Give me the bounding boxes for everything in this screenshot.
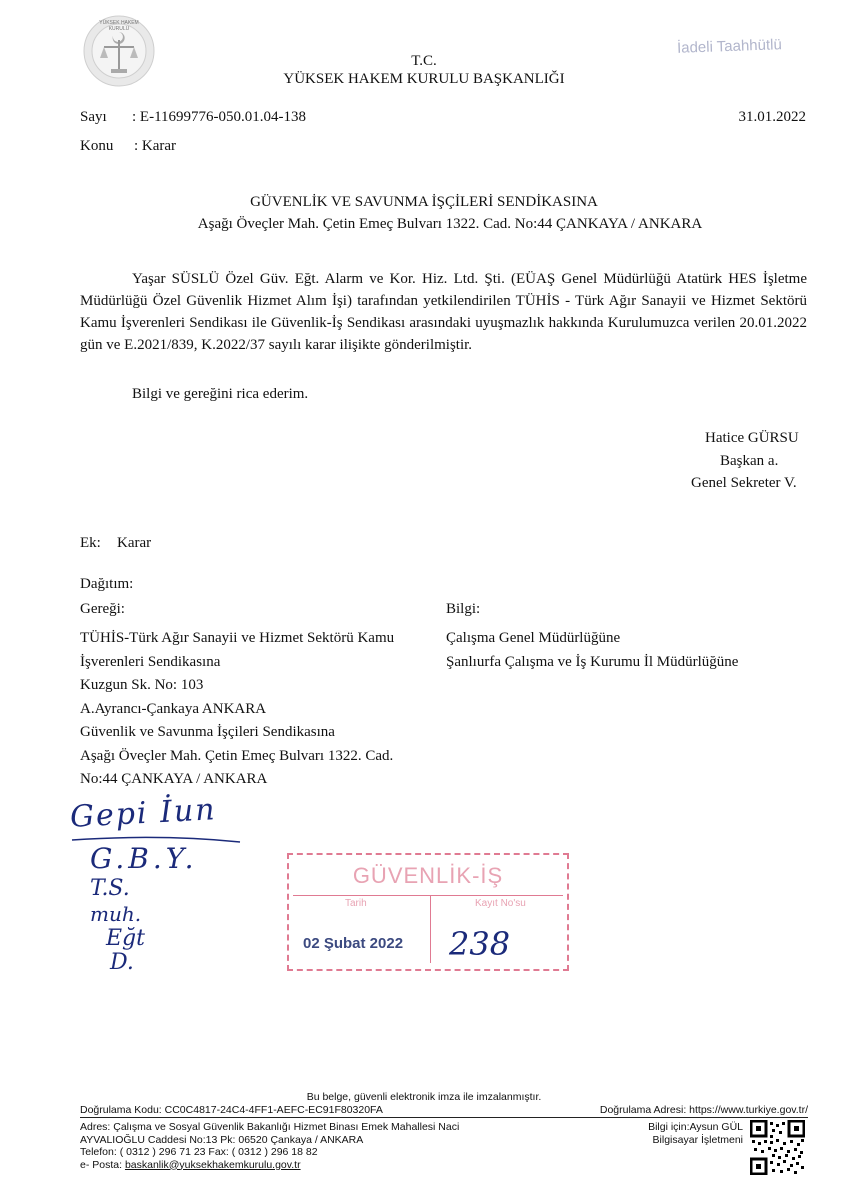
stamp-date-label: Tarih: [345, 898, 367, 909]
verification-address-row: [600, 1104, 808, 1116]
list-item: İşverenleri Sendikasına: [80, 653, 221, 670]
list-item: TÜHİS-Türk Ağır Sanayii ve Hizmet Sektörü Kamu: [80, 630, 395, 646]
handwritten-line: Gepi İun: [69, 792, 218, 835]
signatory-title-1: Başkan a.: [720, 453, 779, 469]
signatory-title-2: Genel Sekreter V.: [691, 475, 797, 491]
footer-divider: [80, 1117, 808, 1118]
qr-code-icon: [750, 1120, 805, 1175]
stamp-org-name: GÜVENLİK-İŞ: [352, 863, 504, 888]
list-item: Çalışma Genel Müdürlüğüne: [446, 630, 621, 646]
handwritten-line: G.B.Y.: [90, 842, 198, 875]
handwritten-line: Eğt: [106, 926, 145, 951]
received-stamp: [287, 853, 569, 971]
action-recipients-list: [80, 627, 394, 792]
attachment-label: Ek:: [80, 535, 101, 551]
email-label: e- Posta:: [80, 1158, 123, 1171]
country-title: T.C.: [411, 53, 437, 69]
body-closing: Bilgi ve gereğini rica ederim.: [132, 386, 309, 402]
signatory-name: Hatice GÜRSU: [705, 430, 799, 446]
verification-address-link[interactable]: https://www.turkiye.gov.tr/: [689, 1104, 808, 1116]
address-block: [80, 1121, 459, 1171]
verification-code-row: [80, 1104, 383, 1116]
stamp-number-label: Kayıt No'su: [475, 898, 526, 909]
phone-line: Telefon: ( 0312 ) 296 71 23 Fax: ( 0312 ) 296 18 82: [80, 1146, 318, 1158]
handwritten-note: [70, 790, 250, 990]
list-item: No:44 ÇANKAYA / ANKARA: [80, 771, 268, 787]
recipient-address: Aşağı Öveçler Mah. Çetin Emeç Bulvarı 1322. Cad. No:44 ÇANKAYA / ANKARA: [197, 216, 703, 232]
verification-code-label: Doğrulama Kodu:: [80, 1104, 162, 1116]
contact-info: [648, 1121, 743, 1146]
contact-role: Bilgisayar İşletmeni: [652, 1133, 743, 1146]
email-row: [80, 1159, 459, 1172]
qr-code-graphic: [750, 1120, 805, 1175]
list-item: Aşağı Öveçler Mah. Çetin Emeç Bulvarı 1322. Cad.: [80, 747, 394, 764]
address-line: Adres: Çalışma ve Sosyal Güvenlik Bakanlığı Hizmet Binası Emek Mahallesi Naci: [80, 1121, 460, 1133]
distribution-title: Dağıtım:: [80, 576, 134, 592]
sayi-label: Sayı: [80, 109, 107, 125]
stamp-divider: [430, 895, 431, 963]
logo-text: YÜKSEK HAKEM KURULU: [99, 20, 139, 32]
recipient-name: GÜVENLİK VE SAVUNMA İŞÇİLERİ SENDİKASINA: [250, 194, 598, 210]
handwritten-line: muh.: [90, 902, 142, 926]
handwritten-line: D.: [110, 950, 134, 975]
info-recipients-list: [446, 627, 738, 674]
verification-code: CC0C4817-24C4-4FF1-AEFC-EC91F80320FA: [164, 1104, 383, 1116]
list-item: A.Ayrancı-Çankaya ANKARA: [80, 700, 267, 717]
list-item: Güvenlik ve Savunma İşçileri Sendikasına: [80, 724, 335, 740]
info-recipients-label: Bilgi:: [446, 601, 481, 617]
attachment-value: Karar: [117, 535, 152, 551]
sayi-value: : E-11699776-050.01.04-138: [132, 109, 307, 125]
body-paragraph: Yaşar SÜSLÜ Özel Güv. Eğt. Alarm ve Kor. Hiz. Ltd. Şti. (EÜAŞ Genel Müdürlüğü Atatürk HES İşletme Müdürlüğü Özel Güvenlik Hizmet Alım İşi) tarafından yetkilendirilen TÜHİS - Türk Ağır Sanayii ve Hizmet Sektörü Kamu İşverenleri Sendikası ile Güvenlik-İş Sendikası arasındaki uyuşmazlık hakkında Kurulumuzca verilen 20.01.2022 gün ve E.2021/839, K.2022/37 sayılı karar ilişikte gönderilmiştir.: [80, 271, 807, 353]
list-item: Kuzgun Sk. No: 103: [80, 677, 204, 693]
institution-title: YÜKSEK HAKEM KURULU BAŞKANLIĞI: [283, 71, 565, 87]
handwritten-line: T.S.: [90, 876, 130, 901]
stamp-date: 02 Şubat 2022: [303, 935, 404, 952]
email-link[interactable]: baskanlik@yuksekhakemkurulu.gov.tr: [124, 1158, 301, 1171]
address-line: AYVALIOĞLU Caddesi No:13 Pk: 06520 Çankaya / ANKARA: [80, 1133, 364, 1146]
document-date: 31.01.2022: [738, 109, 806, 125]
registered-mail-stamp: İadeli Taahhütlü: [676, 36, 783, 57]
konu-value: : Karar: [134, 138, 177, 154]
verification-address-label: Doğrulama Adresi:: [599, 1104, 687, 1116]
contact-person: Bilgi için:Aysun GÜL: [648, 1121, 743, 1133]
esign-note: Bu belge, güvenli elektronik imza ile imzalanmıştır.: [306, 1091, 542, 1103]
list-item: Şanlıurfa Çalışma ve İş Kurumu İl Müdürlüğüne: [446, 653, 739, 670]
konu-label: Konu: [80, 138, 114, 154]
stamp-number: 238: [449, 925, 511, 963]
stamp-divider: [293, 895, 563, 896]
action-recipients-label: Gereği:: [80, 601, 125, 617]
